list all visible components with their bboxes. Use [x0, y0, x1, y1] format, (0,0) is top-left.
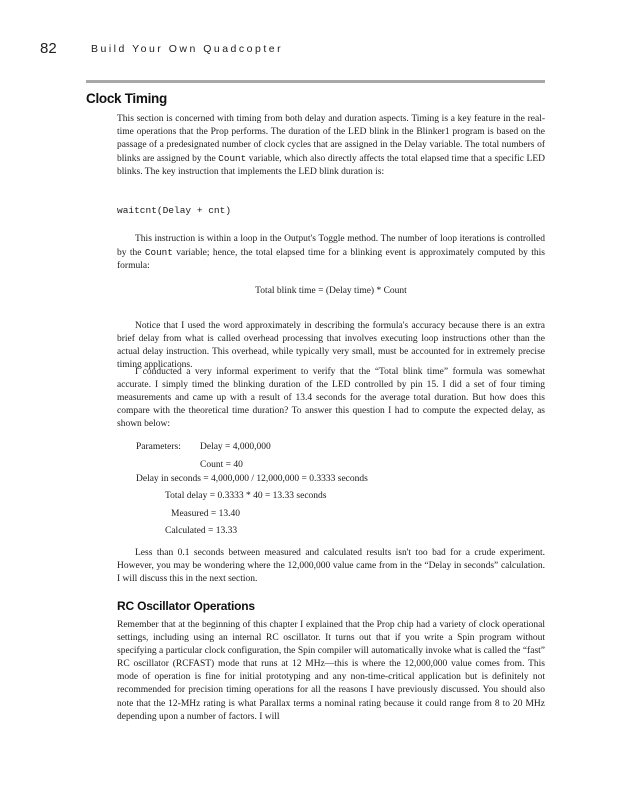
formula: Total blink time = (Delay time) * Count [255, 286, 407, 296]
paragraph-results: Less than 0.1 seconds between measured and calculated results isn't too bad for a crude experiment. However, you may be wondering where the 12,000,000 value came from in the “Delay in seconds” calculation. I will discuss this in the next section. [117, 548, 545, 585]
paragraph-overhead: Notice that I used the word approximately in describing the formula's accuracy because there is an extra brief delay from what is called overhead processing that involves executing loop instructions other than the actual delay instruction. This overhead, while typically very small, must be accounted for in extremely precise timing applications. [117, 321, 545, 371]
paragraph-experiment: I conducted a very informal experiment to verify that the “Total blink time” formula was somewhat accurate. I simply timed the blinking duration of the LED controlled by pin 15. I did a set of four timing measurements and came up with a result of 13.4 seconds for the average total duration. But how does this compare with the theoretical time duration? To answer this question I had to compute the expected delay, as shown below: [117, 367, 545, 430]
inline-code: Count [144, 247, 173, 259]
calc-total-delay: Total delay = 0.3333 * 40 = 13.33 seconds [165, 491, 327, 501]
code-line: waitcnt(Delay + cnt) [117, 205, 232, 216]
paragraph-loop [117, 233, 545, 273]
text-run: This instruction is within a loop in the Output's Toggle method. The number of loop iterations is controlled by the [117, 234, 545, 259]
calc-count: Count = 40 [200, 460, 243, 470]
section-rule [86, 80, 545, 83]
text-run: This section is concerned with timing from both delay and duration aspects. Timing is a key feature in the real-time operations that the Prop performs. The duration of the LED blink in the Blinker1 program is based on the passage of a predesignated number of clock cycles that are assigned in the Delay variable. The total numbers of blinks are assigned by the [117, 114, 545, 165]
section-heading: Clock Timing [86, 91, 167, 106]
text-run: variable; hence, the total elapsed time for a blinking event is approximately computed by this formula: [117, 248, 545, 272]
subsection-heading: RC Oscillator Operations [117, 599, 255, 613]
page-number: 82 [40, 40, 57, 57]
calc-measured: Measured = 13.40 [171, 509, 240, 519]
calc-delay: Delay = 4,000,000 [200, 442, 271, 452]
paragraph-rc-oscillator: Remember that at the beginning of this chapter I explained that the Prop chip had a variety of clock operational settings, including using an internal RC oscillator. It turns out that if you write a Spin program without specifying a particular clock configuration, the Spin compiler will automatically invoke what is called the “fast” RC oscillator (RCFAST) mode that runs at 12 MHz—this is where the 12,000,000 value comes from. This mode of operation is fine for initial prototyping and any non-time-critical application but is definitely not recommended for precision timing operations for all the reasons I have previously discussed. You should also note that the 12-MHz rating is what Parallax terms a nominal rating because it could range from 8 to 20 MHz depending upon a number of factors. I will [117, 620, 545, 722]
running-header [0, 40, 634, 62]
calc-delay-seconds: Delay in seconds = 4,000,000 / 12,000,000 = 0.3333 seconds [136, 474, 368, 484]
paragraph-intro [117, 113, 545, 179]
book-title: Build Your Own Quadcopter [91, 43, 284, 55]
parameters-label: Parameters: [136, 442, 181, 452]
text-run: variable, which also directly affects the total elapsed time that a specific LED blinks. The key instruction that implements the LED blink duration is: [117, 154, 545, 178]
calc-calculated: Calculated = 13.33 [165, 526, 238, 536]
calculation-block [117, 442, 545, 542]
inline-code: Count [218, 153, 247, 165]
